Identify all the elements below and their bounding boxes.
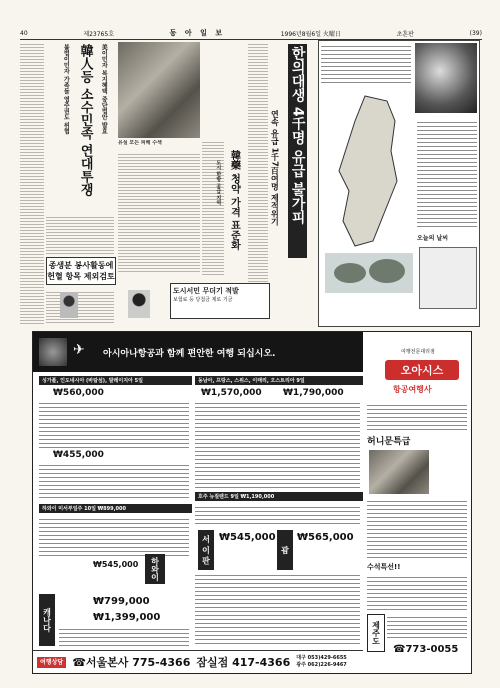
destination-tag: 괌 (277, 530, 293, 570)
photo-caption: 유실 모든 피해 수색 (118, 140, 162, 146)
jeju-details (387, 614, 467, 640)
phone-daegu: 대구 053)429-6655 (296, 655, 347, 661)
article-body-column (46, 215, 114, 255)
tour-price: ₩1,790,000 (283, 388, 344, 398)
tour-price: ₩455,000 (53, 450, 104, 460)
weather-table (417, 119, 477, 229)
phone-seoul: ☎서울본사 775-4366 (72, 656, 191, 669)
masthead (20, 27, 482, 40)
special-title: 수석특선!! (367, 563, 401, 571)
satellite-image (415, 43, 477, 113)
article-subhead: 연속 유급 1千7百여명 제적위기 (270, 110, 280, 226)
phone-gwangju: 광주 062)226-9467 (296, 662, 347, 668)
box-subtitle: 보험료 등 당첨금 제로 기금 (173, 297, 233, 303)
article-headline: 한의대생 4千명 유급 불가피 (288, 44, 307, 258)
article-subhead: 불법이민자 가족들 영주권도 위협 (62, 44, 70, 135)
tour-section-title: 호주 뉴질랜드 9일 ₩1,190,000 (195, 492, 363, 501)
destination-tag: 하와이 (145, 554, 165, 584)
world-map (325, 253, 413, 293)
airline-logo-icon: ✈ (73, 342, 85, 358)
agency-details (367, 402, 467, 432)
agency-logo (381, 338, 463, 398)
contact-tag: 여행상담 (37, 657, 66, 668)
box-title-line-1: 종생분 봉사활동에 (48, 261, 114, 270)
agency-top: 여행전문대리점 (401, 349, 435, 355)
honeymoon-title: 허니문특급 (367, 437, 411, 447)
article-kicker: 美이민자 복지혜택 중단법안 발효 (100, 44, 108, 135)
article-headline: 韓人등 소수민족 연대투쟁 (77, 44, 93, 197)
tour-section-title: 동남아, 프랑스, 스위스, 이태리, 오스트리아 9일 (195, 376, 363, 385)
news-box (46, 257, 116, 285)
contact-bar (33, 650, 363, 673)
box-title-line-2: 헌혈 항목 제외검토 (47, 272, 115, 281)
tour-details (195, 400, 360, 488)
tour-details (195, 572, 360, 646)
tour-details (195, 504, 360, 526)
phone-jamsil: 잠실점 417-4366 (196, 656, 291, 669)
tour-details (39, 462, 189, 500)
cartoon (419, 247, 477, 309)
tour-price: ₩560,000 (53, 388, 104, 398)
ad-photo (39, 338, 67, 366)
edition: 초혼판 (396, 30, 414, 38)
tour-price: ₩799,000 (93, 596, 150, 607)
tour-details (59, 626, 189, 646)
weather-text (321, 43, 411, 83)
date-line: 1996년8월6일 火曜日 (280, 30, 341, 38)
article-headline: 韓藥 청약 가격 표준화 (228, 150, 240, 251)
honeymoon-details (367, 498, 467, 558)
portrait-photo (128, 290, 150, 318)
tour-section-title: 하와이 미서부일주 10일 ₩899,000 (39, 504, 192, 513)
honeymoon-photo (369, 450, 429, 494)
korea-map (325, 91, 415, 251)
news-photo (118, 42, 200, 138)
article-body-column (20, 42, 44, 324)
agency-sub: 항공여행사 (393, 385, 432, 394)
article-subhead: 도시 한방 공급 지역 (215, 160, 222, 206)
destination-tag: 제주도 (367, 614, 385, 652)
tour-price: ₩1,399,000 (93, 612, 161, 623)
tour-details (39, 400, 189, 448)
tour-price: ₩1,570,000 (201, 388, 262, 398)
tour-price: ₩565,000 (297, 532, 354, 543)
tour-details (39, 516, 189, 556)
page-number-right: (39) (469, 29, 482, 37)
tour-price: ₩545,000 (219, 532, 276, 543)
article-body-column (118, 152, 200, 272)
portrait-photo (60, 292, 78, 318)
article-body-column (46, 290, 114, 324)
jeju-phone: ☎773-0055 (393, 644, 459, 655)
weather-section (318, 40, 480, 327)
ad-header (33, 332, 363, 372)
page-number-left: 40 (20, 29, 28, 37)
tour-section-title: 싱가폴, 인도네시아 (바탐섬), 말레이지아 5일 (39, 376, 192, 385)
issue-number: 제23765호 (83, 30, 114, 38)
weather-map-title: 오늘의 날씨 (417, 235, 449, 242)
tour-price: ₩545,000 (93, 560, 139, 569)
destination-tag: 서 이 판 (198, 530, 214, 570)
paper-name: 동 아 일 보 (169, 29, 226, 37)
news-box (170, 283, 270, 319)
travel-advertisement (32, 331, 472, 674)
destination-tag: 캐나다 (39, 594, 55, 646)
ad-headline: 아시아나항공과 함께 편안한 여행 되십시오. (103, 349, 276, 359)
article-body-column (248, 42, 268, 282)
box-title: 도시서민 무더기 적발 (173, 287, 239, 295)
agency-name: 오아시스 (385, 360, 459, 380)
special-details (367, 574, 467, 610)
